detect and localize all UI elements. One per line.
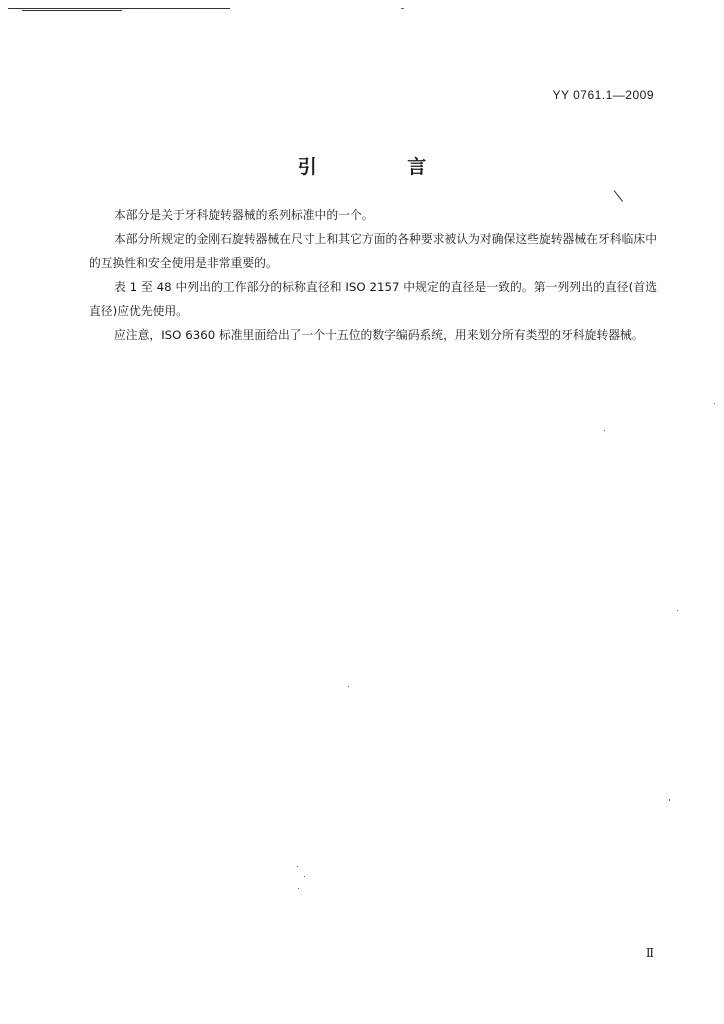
paragraph-3: 表 1 至 48 中列出的工作部分的标称直径和 ISO 2157 中规定的直径是一致的。第一列列出的直径(首选直径)应优先使用。	[89, 280, 657, 318]
page-number: Ⅱ	[645, 946, 654, 960]
scan-top-rule-secondary	[22, 10, 122, 11]
scan-top-rule	[8, 8, 230, 9]
scan-speck	[297, 866, 298, 867]
scan-speck	[677, 610, 678, 611]
scan-speck	[604, 430, 605, 431]
section-title: 引 言	[297, 156, 469, 178]
paragraph-4: 应注意，ISO 6360 标准里面给出了一个十五位的数字编码系统，用来划分所有类型的牙科旋转器械。	[114, 328, 644, 342]
scan-speck	[401, 8, 404, 9]
paragraph-2: 本部分所规定的金刚石旋转器械在尺寸上和其它方面的各种要求被认为对确保这些旋转器械在牙科临床中的互换性和安全使用是非常重要的。	[89, 232, 657, 270]
pen-stroke-mark	[614, 190, 623, 202]
scan-speck	[714, 403, 715, 404]
scan-speck	[304, 876, 305, 877]
paragraph-1: 本部分是关于牙科旋转器械的系列标准中的一个。	[114, 208, 374, 222]
body-text	[89, 203, 657, 347]
scan-speck	[348, 686, 349, 687]
scan-speck	[669, 799, 670, 801]
document-number: YY 0761.1—2009	[552, 88, 654, 102]
scan-speck	[298, 888, 299, 889]
